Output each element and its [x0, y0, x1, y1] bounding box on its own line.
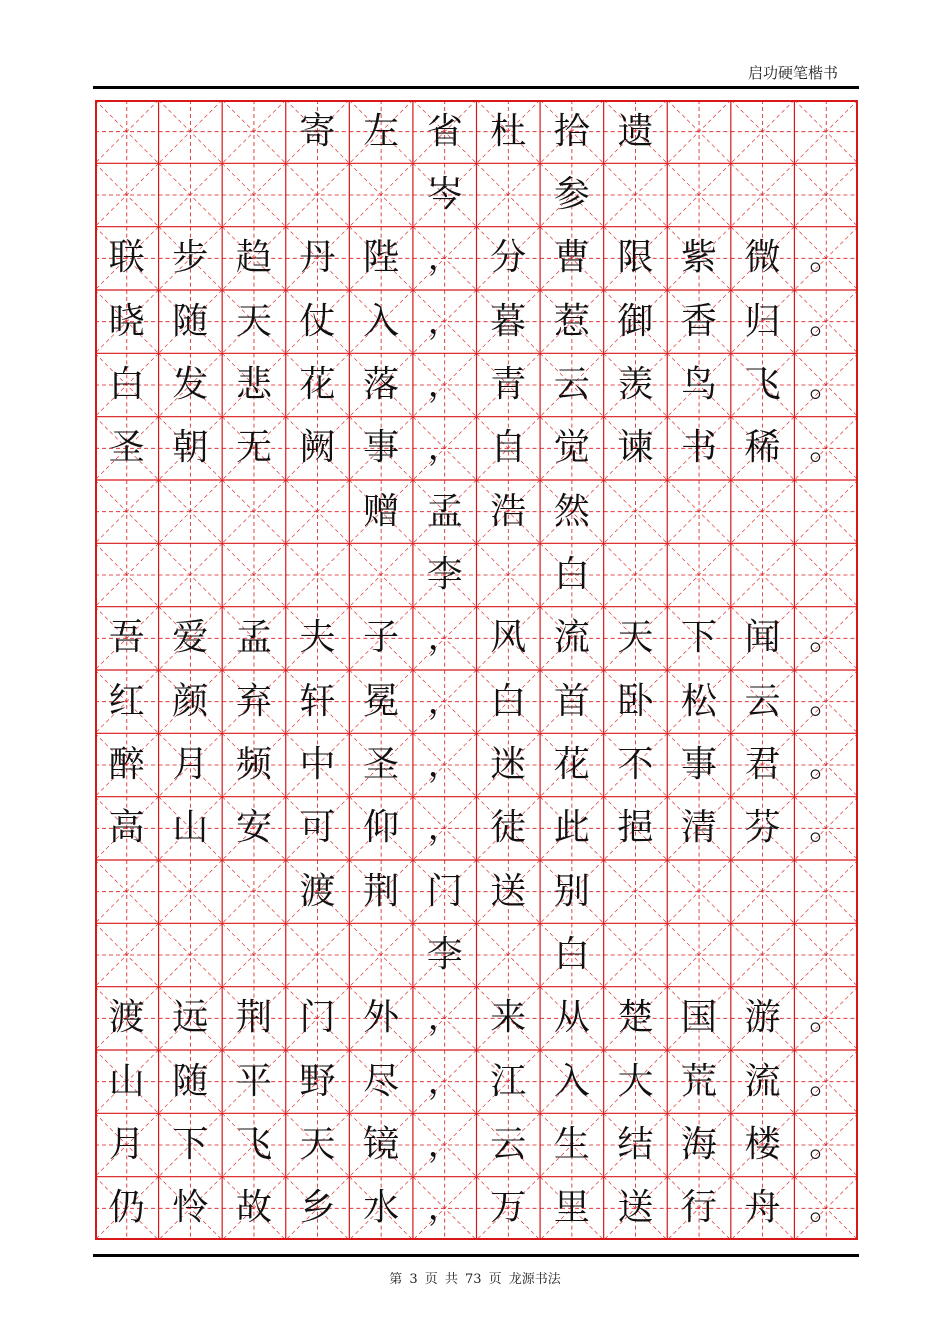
grid-character: 颜 — [172, 680, 209, 722]
grid-character: 平 — [235, 1060, 272, 1102]
grid-character: 发 — [172, 363, 209, 405]
grid-character: 参 — [553, 173, 590, 215]
grid-character: 李 — [426, 553, 463, 595]
grid-character: 仗 — [299, 300, 336, 342]
grid-character: 谏 — [617, 427, 654, 469]
grid-character: 流 — [744, 1060, 781, 1102]
grid-character: 卧 — [617, 680, 654, 722]
grid-character: 白 — [108, 363, 145, 405]
grid-character: 高 — [108, 807, 145, 849]
grid-character: 落 — [363, 363, 400, 405]
grid-character: 。 — [809, 1061, 844, 1102]
grid-character: 冕 — [363, 680, 400, 722]
grid-character: 山 — [108, 1060, 145, 1102]
grid-character: 羡 — [617, 363, 654, 405]
grid-character: 飞 — [744, 363, 781, 405]
grid-character: 闻 — [744, 617, 781, 659]
page-footer: 第 3 页 共 73 页 龙源书法 — [389, 1272, 561, 1287]
grid-character: 楚 — [617, 997, 654, 1039]
grid-character: 随 — [172, 1060, 209, 1102]
grid-character: 随 — [172, 300, 209, 342]
grid-character: 入 — [553, 1060, 590, 1102]
grid-character: 镜 — [363, 1123, 400, 1165]
grid-character: 圣 — [108, 427, 145, 469]
grid-character: 荆 — [235, 997, 272, 1039]
grid-character: 夫 — [299, 617, 336, 659]
grid-character: ， — [427, 618, 462, 659]
grid-character: 赠 — [363, 490, 400, 532]
grid-character: 。 — [809, 1188, 844, 1229]
grid-character: 云 — [553, 363, 590, 405]
grid-character: 浩 — [490, 490, 527, 532]
grid-character: ， — [427, 681, 462, 722]
grid-character: 万 — [490, 1187, 527, 1229]
grid-character: ， — [427, 238, 462, 279]
grid-character: 白 — [553, 553, 590, 595]
grid-character: 紫 — [681, 237, 718, 279]
grid-character: 大 — [617, 1060, 654, 1102]
grid-character: 然 — [553, 490, 590, 532]
grid-character: 陛 — [363, 237, 400, 279]
grid-character: 月 — [108, 1123, 145, 1165]
grid-character: 尽 — [363, 1060, 400, 1102]
grid-character: 。 — [809, 618, 844, 659]
grid-character: 趋 — [235, 237, 272, 279]
grid-character: 怜 — [172, 1187, 209, 1229]
grid-character: 行 — [681, 1187, 718, 1229]
grid-character: 爱 — [172, 617, 209, 659]
grid-character: 安 — [235, 807, 272, 849]
grid-character: ， — [427, 744, 462, 785]
grid-character: 外 — [363, 997, 400, 1039]
grid-character: 云 — [744, 680, 781, 722]
character-cells — [95, 100, 858, 1240]
grid-character: 。 — [809, 808, 844, 849]
grid-character: 仰 — [363, 807, 400, 849]
grid-character: 花 — [299, 363, 336, 405]
copybook-grid — [95, 100, 858, 1240]
grid-character: 送 — [490, 870, 527, 912]
grid-character: 门 — [426, 870, 463, 912]
grid-character: 弃 — [235, 680, 272, 722]
grid-character: 中 — [299, 743, 336, 785]
grid-character: 天 — [235, 300, 272, 342]
grid-character: 首 — [553, 680, 590, 722]
grid-character: 海 — [681, 1123, 718, 1165]
grid-character: 不 — [617, 743, 654, 785]
grid-character: 。 — [809, 744, 844, 785]
grid-character: ， — [427, 1124, 462, 1165]
grid-character: 渡 — [108, 997, 145, 1039]
grid-character: 来 — [490, 997, 527, 1039]
grid-character: 悲 — [235, 363, 272, 405]
grid-character: 里 — [553, 1187, 590, 1229]
grid-character: 飞 — [235, 1123, 272, 1165]
grid-character: ， — [427, 1061, 462, 1102]
grid-character: 分 — [490, 237, 527, 279]
grid-character: 。 — [809, 681, 844, 722]
grid-character: 清 — [681, 807, 718, 849]
grid-character: 月 — [172, 743, 209, 785]
grid-character: 限 — [617, 237, 654, 279]
grid-character: 频 — [235, 743, 272, 785]
grid-character: 杜 — [490, 110, 527, 152]
grid-character: 事 — [363, 427, 400, 469]
header-rule — [93, 86, 859, 89]
grid-character: 。 — [809, 238, 844, 279]
grid-character: 子 — [363, 617, 400, 659]
grid-character: 门 — [299, 997, 336, 1039]
grid-character: 故 — [235, 1187, 272, 1229]
grid-character: 丹 — [299, 237, 336, 279]
grid-character: 曹 — [553, 237, 590, 279]
grid-character: 左 — [363, 110, 400, 152]
grid-character: 孟 — [235, 617, 272, 659]
grid-character: 荒 — [681, 1060, 718, 1102]
grid-character: 圣 — [363, 743, 400, 785]
grid-character: 孟 — [426, 490, 463, 532]
grid-character: 乡 — [299, 1187, 336, 1229]
grid-character: 白 — [490, 680, 527, 722]
grid-character: 御 — [617, 300, 654, 342]
grid-character: 楼 — [744, 1123, 781, 1165]
grid-character: 徒 — [490, 807, 527, 849]
grid-character: 寄 — [299, 110, 336, 152]
grid-character: 国 — [681, 997, 718, 1039]
grid-character: 下 — [172, 1123, 209, 1165]
grid-character: 白 — [553, 933, 590, 975]
grid-character: 轩 — [299, 680, 336, 722]
grid-character: 朝 — [172, 427, 209, 469]
grid-character: 可 — [299, 807, 336, 849]
grid-character: 挹 — [617, 807, 654, 849]
grid-character: ， — [427, 301, 462, 342]
grid-character: 风 — [490, 617, 527, 659]
grid-character: 归 — [744, 300, 781, 342]
grid-character: 香 — [681, 300, 718, 342]
grid-character: 仍 — [108, 1187, 145, 1229]
grid-character: 鸟 — [681, 363, 718, 405]
grid-character: 天 — [617, 617, 654, 659]
grid-character: 送 — [617, 1187, 654, 1229]
grid-character: ， — [427, 808, 462, 849]
grid-character: 水 — [363, 1187, 400, 1229]
grid-character: 荆 — [363, 870, 400, 912]
grid-character: 。 — [809, 364, 844, 405]
grid-character: 李 — [426, 933, 463, 975]
grid-character: ， — [427, 428, 462, 469]
grid-character: 。 — [809, 301, 844, 342]
grid-character: 君 — [744, 743, 781, 785]
grid-character: 。 — [809, 428, 844, 469]
grid-character: 微 — [744, 237, 781, 279]
grid-character: 松 — [681, 680, 718, 722]
grid-character: 自 — [490, 427, 527, 469]
grid-character: 惹 — [553, 300, 590, 342]
grid-character: 阙 — [299, 427, 336, 469]
grid-character: 别 — [553, 870, 590, 912]
grid-character: 书 — [681, 427, 718, 469]
grid-character: 省 — [426, 110, 463, 152]
grid-character: 拾 — [553, 110, 590, 152]
grid-character: 花 — [553, 743, 590, 785]
grid-character: 无 — [235, 427, 272, 469]
grid-character: 步 — [172, 237, 209, 279]
grid-character: 山 — [172, 807, 209, 849]
grid-character: 游 — [744, 997, 781, 1039]
grid-character: 联 — [108, 237, 145, 279]
grid-character: 云 — [490, 1123, 527, 1165]
grid-character: 入 — [363, 300, 400, 342]
footer-rule — [93, 1254, 859, 1257]
grid-character: 遗 — [617, 110, 654, 152]
grid-character: 晓 — [108, 300, 145, 342]
grid-character: 吾 — [108, 617, 145, 659]
grid-character: 觉 — [553, 427, 590, 469]
grid-character: 舟 — [744, 1187, 781, 1229]
grid-character: 天 — [299, 1123, 336, 1165]
grid-character: 青 — [490, 363, 527, 405]
grid-character: 野 — [299, 1060, 336, 1102]
grid-character: 暮 — [490, 300, 527, 342]
grid-character: 稀 — [744, 427, 781, 469]
grid-character: 醉 — [108, 743, 145, 785]
grid-character: 芬 — [744, 807, 781, 849]
grid-character: 下 — [681, 617, 718, 659]
grid-character: 事 — [681, 743, 718, 785]
grid-character: 江 — [490, 1060, 527, 1102]
grid-character: 岑 — [426, 173, 463, 215]
grid-character: 红 — [108, 680, 145, 722]
grid-character: 渡 — [299, 870, 336, 912]
grid-character: 。 — [809, 998, 844, 1039]
grid-character: 生 — [553, 1123, 590, 1165]
grid-character: ， — [427, 998, 462, 1039]
header-title: 启功硬笔楷书 — [747, 64, 838, 82]
grid-character: 此 — [553, 807, 590, 849]
grid-character: 流 — [553, 617, 590, 659]
grid-character: 迷 — [490, 743, 527, 785]
grid-character: 从 — [553, 997, 590, 1039]
grid-character: ， — [427, 1188, 462, 1229]
grid-character: 远 — [172, 997, 209, 1039]
grid-character: ， — [427, 364, 462, 405]
grid-character: 结 — [617, 1123, 654, 1165]
grid-character: 。 — [809, 1124, 844, 1165]
